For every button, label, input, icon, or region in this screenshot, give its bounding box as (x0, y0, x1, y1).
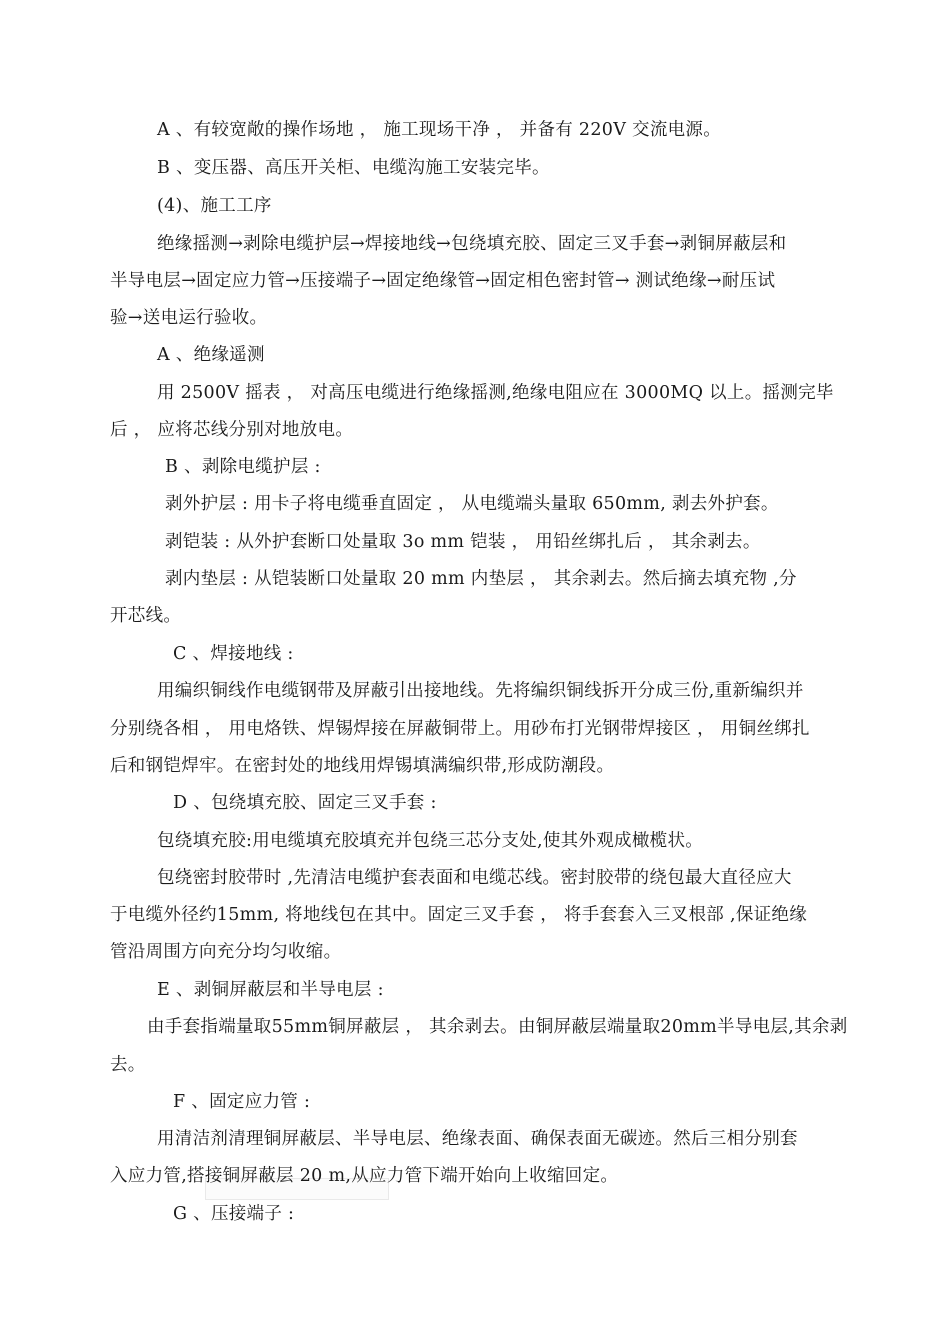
paragraph-line: 剥铠装 : 从外护套断口处量取 3o mm 铠装 ， 用铅丝绑扎后 ， 其余剥去。 (165, 532, 761, 552)
subsection-heading: D 、包绕填充胶、固定三叉手套 : (173, 793, 437, 813)
paragraph-line: 由手套指端量取55mm铜屏蔽层 ， 其余剥去。由铜屏蔽层端量取20mm半导电层,其余剥 (147, 1017, 848, 1037)
paragraph-line: 用清洁剂清理铜屏蔽层、半导电层、绝缘表面、确保表面无碳迹。然后三相分别套 (157, 1129, 798, 1149)
paragraph-line: 剥外护层 : 用卡子将电缆垂直固定 ， 从电缆端头量取 650mm, 剥去外护套。 (165, 494, 779, 514)
section-heading: (4)、施工工序 (157, 196, 272, 216)
paragraph-line: 入应力管,搭接铜屏蔽层 20 m,从应力管下端开始向上收缩回定。 (110, 1166, 619, 1186)
paragraph-line: 剥内垫层 : 从铠装断口处量取 20 mm 内垫层 ， 其余剥去。然后摘去填充物 ,分 (165, 569, 797, 589)
paragraph-line: 包绕密封胶带时 ,先清洁电缆护套表面和电缆芯线。密封胶带的绕包最大直径应大 (157, 868, 792, 888)
paragraph-line: 后 ， 应将芯线分别对地放电。 (110, 420, 354, 440)
subsection-heading: C 、焊接地线 : (173, 644, 294, 664)
subsection-heading: F 、固定应力管 : (173, 1092, 311, 1112)
subsection-heading: G 、压接端子 : (173, 1204, 295, 1224)
paragraph-line: 绝缘摇测→剥除电缆护层→焊接地线→包绕填充胶、固定三叉手套→剥铜屏蔽层和 (157, 234, 787, 254)
paragraph-line: A 、有较宽敞的操作场地 ， 施工现场干净 ， 并备有 220V 交流电源。 (157, 120, 722, 140)
paragraph-line: 用 2500V 摇表 ， 对高压电缆进行绝缘摇测,绝缘电阻应在 3000MQ 以上。摇测完毕 (157, 383, 834, 403)
subsection-heading: A 、绝缘遥测 (157, 345, 265, 365)
paragraph-line: 半导电层→固定应力管→压接端子→固定绝缘管→固定相色密封管→ 测试绝缘→耐压试 (110, 271, 776, 291)
paragraph-line: 于电缆外径约15mm, 将地线包在其中。固定三叉手套 ， 将手套套入三叉根部 ,保证绝缘 (110, 905, 808, 925)
paragraph-line: 管沿周围方向充分均匀收缩。 (110, 942, 342, 962)
paragraph-line: 后和钢铠焊牢。在密封处的地线用焊锡填满编织带,形成防潮段。 (110, 756, 615, 776)
paragraph-line: 包绕填充胶:用电缆填充胶填充并包绕三芯分支处,使其外观成橄榄状。 (157, 831, 704, 851)
paragraph-line: 去。 (110, 1055, 146, 1075)
paragraph-line: 验→送电运行验收。 (110, 308, 268, 328)
subsection-heading: E 、剥铜屏蔽层和半导电层 : (157, 980, 384, 1000)
paragraph-line: 用编织铜线作电缆钢带及屏蔽引出接地线。先将编织铜线拆开分成三份,重新编织并 (157, 681, 804, 701)
paragraph-line: 开芯线。 (110, 606, 182, 626)
subsection-heading: B 、剥除电缆护层 : (165, 457, 321, 477)
paragraph-line: 分别绕各相 ， 用电烙铁、焊锡焊接在屏蔽铜带上。用砂布打光钢带焊接区 ， 用铜丝绑扎 (110, 719, 810, 739)
paragraph-line: B 、变压器、高压开关柜、电缆沟施工安装完毕。 (157, 158, 550, 178)
